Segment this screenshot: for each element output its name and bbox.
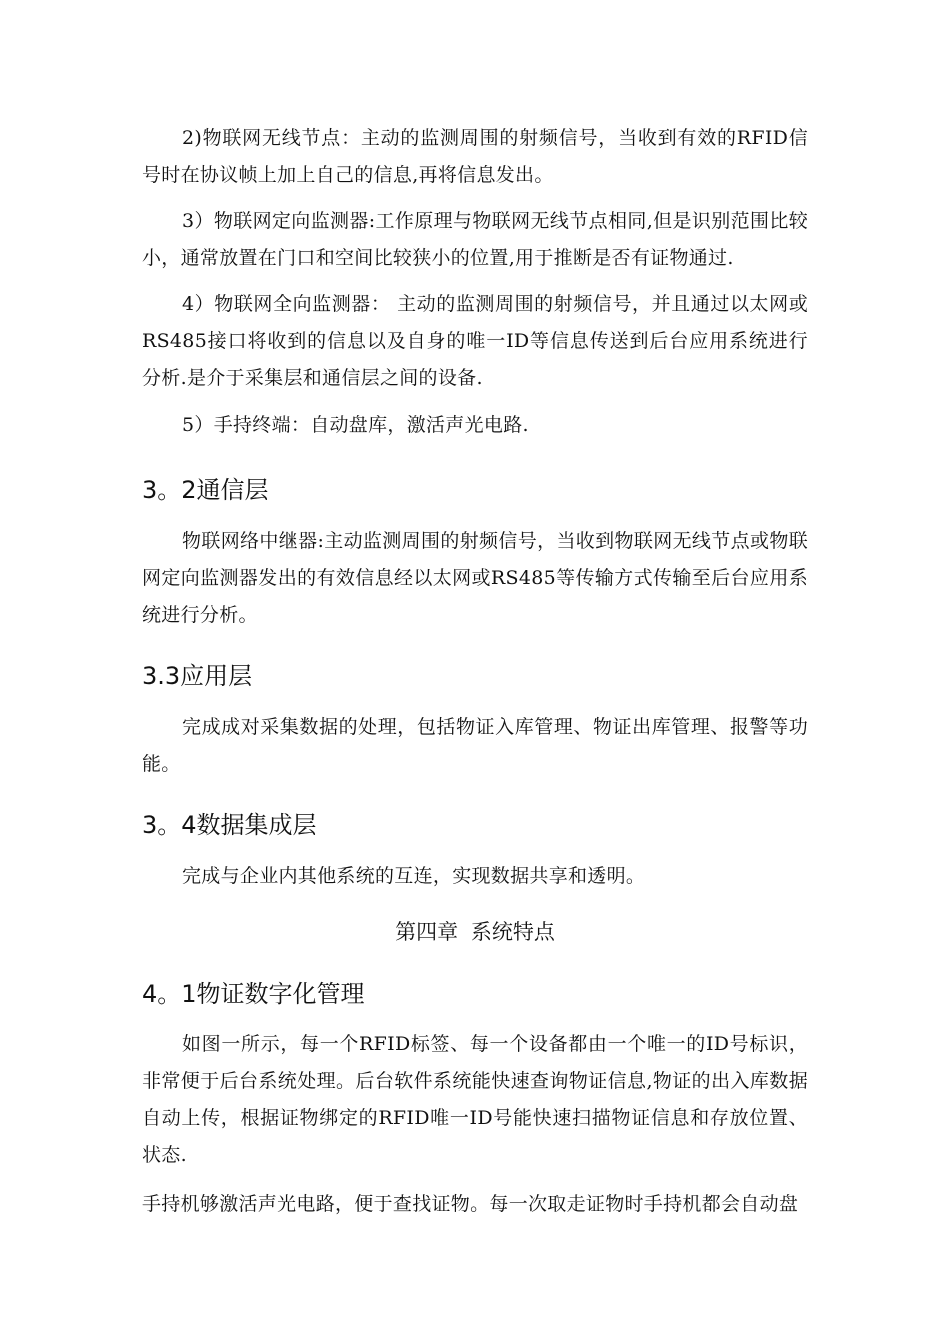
paragraph-digital-management: 如图一所示，每一个RFID标签、每一个设备都由一个唯一的ID号标识，非常便于后台系统处理。后台软件系统能快速查询物证信息,物证的出入库数据自动上传，根据证物绑定的RFID唯一ID号能快速扫描物证信息和存放位置、状态.: [142, 1033, 808, 1166]
paragraph-wireless-node: 2)物联网无线节点：主动的监测周围的射频信号，当收到有效的RFID信号时在协议帧上加上自己的信息,再将信息发出。: [142, 127, 808, 186]
paragraph-data-integration: 完成与企业内其他系统的互连，实现数据共享和透明。: [182, 865, 646, 887]
paragraph-omni-monitor: 4）物联网全向监测器： 主动的监测周围的射频信号，并且通过以太网或RS485接口将收到的信息以及自身的唯一ID等信息传送到后台应用系统进行分析.是介于采集层和通信层之间的设备.: [142, 293, 808, 389]
section-heading-communication-layer: 3。2通信层: [142, 476, 269, 504]
paragraph-directional-monitor: 3）物联网定向监测器:工作原理与物联网无线节点相同,但是识别范围比较小，通常放置在门口和空间比较狭小的位置,用于推断是否有证物通过.: [142, 210, 808, 269]
section-heading-application-layer: 3.3应用层: [142, 662, 253, 690]
paragraph-handheld-sound-light: 手持机够激活声光电路，便于查找证物。每一次取走证物时手持机都会自动盘: [142, 1193, 799, 1215]
section-heading-data-integration-layer: 3。4数据集成层: [142, 811, 317, 839]
chapter-title: 第四章 系统特点: [395, 920, 555, 944]
paragraph-application-layer: 完成成对采集数据的处理，包括物证入库管理、物证出库管理、报警等功能。: [142, 716, 808, 775]
section-heading-digital-management: 4。1物证数字化管理: [142, 980, 365, 1008]
paragraph-handheld-terminal: 5）手持终端：自动盘库，激活声光电路.: [182, 414, 529, 436]
paragraph-repeater: 物联网络中继器:主动监测周围的射频信号，当收到物联网无线节点或物联网定向监测器发出的有效信息经以太网或RS485等传输方式传输至后台应用系统进行分析。: [142, 530, 808, 626]
